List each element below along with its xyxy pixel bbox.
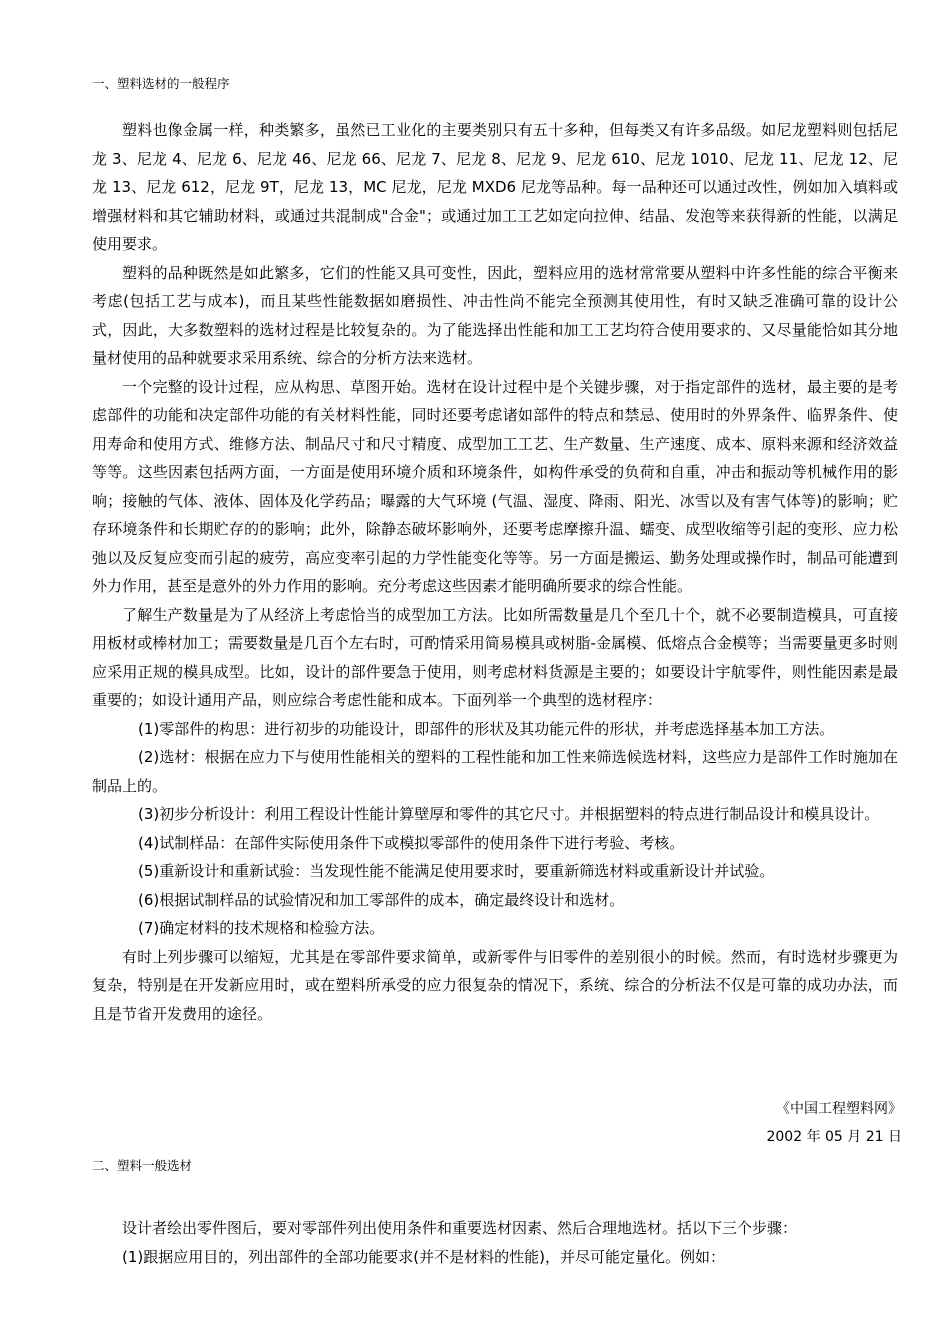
publish-date: 2002 年 05 月 21 日 <box>766 1129 902 1145</box>
section-1-heading: 一、塑料选材的一般程序 <box>92 76 230 91</box>
step-item: (3)初步分析设计：利用工程设计性能计算壁厚和零件的其它尺寸。并根据塑料的特点进行制品设计和模具设计。 <box>138 805 880 823</box>
section-1-body <box>92 116 898 1028</box>
paragraph-step-one: (1)跟据应用目的，列出部件的全部功能要求(并不是材料的性能)，并尽可能定量化。例如： <box>122 1247 725 1266</box>
section-2-heading: 二、塑料一般选材 <box>92 1158 193 1173</box>
paragraph-production-quantity: 了解生产数量是为了从经济上考虑恰当的成型加工方法。比如所需数量是几个至几十个，就不必要制造模具，可直接用板材或棒材加工；需要数量是几百个左右时，可酌情采用简易模具或树脂-金属模、低熔点合金模等；当需要量更多时则应采用正规的模具成型。比如，设计的部件要急于使用，则考虑材料货源是主要的；如要设计宇航零件，则性能因素是最重要的；如设计通用产品，则应综合考虑性能和成本。下面列举一个典型的选材程序： <box>92 605 898 709</box>
source-credit: 《中国工程塑料网》 <box>776 1101 902 1117</box>
paragraph-nylon-varieties: 塑料也像金属一样，种类繁多，虽然已工业化的主要类别只有五十多种，但每类又有许多品级。如尼龙塑料则包括尼龙 3、尼龙 4、尼龙 6、尼龙 46、尼龙 66、尼龙 7、尼龙 8、尼龙 9、尼龙 610、尼龙 1010、尼龙 11、尼龙 12、尼龙 13、尼龙 612，尼龙 9T，尼龙 13，MC 尼龙，尼龙 MXD6 尼龙等品种。每一品种还可以通过改性，例如加入填料或增强材料和其它辅助材料，或通过共混制成"合金"；或通过加工工艺如定向拉伸、结晶、发泡等来获得新的性能，以满足使用要求。 <box>92 121 898 253</box>
paragraph-three-steps-intro: 设计者绘出零件图后，要对零部件列出使用条件和重要选材因素、然后合理地选材。括以下三个步骤： <box>122 1219 798 1237</box>
section-2-body <box>92 1214 898 1271</box>
step-item: (1)零部件的构思：进行初步的功能设计，即部件的形状及其功能元件的形状，并考虑选择基本加工方法。 <box>138 719 835 738</box>
step-item: (5)重新设计和重新试验：当发现性能不能满足使用要求时，要重新筛选材料或重新设计并试验。 <box>138 862 775 880</box>
step-item: (2)选材：根据在应力下与使用性能相关的塑料的工程性能和加工性来筛选候选材料，这些应力是部件工作时施加在制品上的。 <box>92 748 898 795</box>
paragraph-design-process: 一个完整的设计过程，应从构思、草图开始。选材在设计过程中是个关键步骤，对于指定部件的选材，最主要的是考虑部件的功能和决定部件功能的有关材料性能，同时还要考虑诸如部件的特点和禁忌、使用时的外界条件、临界条件、使用寿命和使用方式、维修方法、制品尺寸和尺寸精度、成型加工工艺、生产数量、生产速度、成本、原料来源和经济效益等等。这些因素包括两方面，一方面是使用环境介质和环境条件，如构件承受的负荷和自重，冲击和振动等机械作用的影响；接触的气体、液体、固体及化学药品；曝露的大气环境 (气温、湿度、降雨、阳光、冰雪以及有害气体等)的影响；贮存环境条件和长期贮存的的影响；此外，除静态破坏影响外，还要考虑摩擦升温、蠕变、成型收缩等引起的变形、应力松弛以及反复应变而引起的疲劳，高应变率引起的力学性能变化等等。另一方面是搬运、勤务处理或操作时，制品可能遭到外力作用，甚至是意外的外力作用的影响。充分考虑这些因素才能明确所要求的综合性能。 <box>92 377 898 595</box>
paragraph-closing: 有时上列步骤可以缩短，尤其是在零部件要求简单，或新零件与旧零件的差别很小的时候。然而，有时选材步骤更为复杂，特别是在开发新应用时，或在塑料所承受的应力很复杂的情况下，系统、综合的分析法不仅是可靠的成功办法，而且是节省开发费用的途径。 <box>92 947 898 1023</box>
paragraph-selection-complexity: 塑料的品种既然是如此繁多，它们的性能又具可变性，因此，塑料应用的选材常常要从塑料中许多性能的综合平衡来考虑(包括工艺与成本)，而且某些性能数据如磨损性、冲击性尚不能完全预测其使用性，有时又缺乏准确可靠的设计公式，因此，大多数塑料的选材过程是比较复杂的。为了能选择出性能和加工工艺均符合使用要求的、又尽量能恰如其分地量材使用的品种就要求采用系统、综合的分析方法来选材。 <box>92 263 898 367</box>
step-item: (6)根据试制样品的试验情况和加工零部件的成本，确定最终设计和选材。 <box>138 890 625 909</box>
step-item: (4)试制样品：在部件实际使用条件下或模拟零部件的使用条件下进行考验、考核。 <box>138 833 685 852</box>
step-item: (7)确定材料的技术规格和检验方法。 <box>138 919 385 937</box>
